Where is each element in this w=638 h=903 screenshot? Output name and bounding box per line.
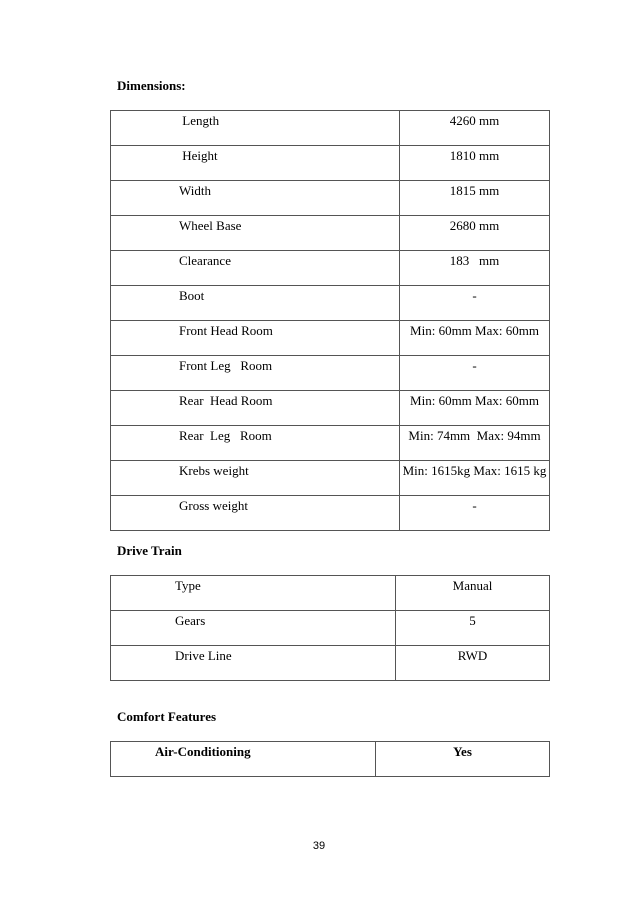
spec-label: Width	[111, 181, 400, 216]
spec-value: -	[400, 496, 550, 531]
table-row	[111, 391, 550, 426]
spec-label: Krebs weight	[111, 461, 400, 496]
spec-label: Front Head Room	[111, 321, 400, 356]
spec-value: Min: 60mm Max: 60mm	[400, 321, 550, 356]
table-row	[111, 496, 550, 531]
table-row	[111, 461, 550, 496]
page-number: 39	[312, 840, 326, 852]
spec-label: Drive Line	[111, 646, 396, 681]
spec-value: RWD	[396, 646, 550, 681]
spec-value: Min: 60mm Max: 60mm	[400, 391, 550, 426]
table-row	[111, 576, 550, 611]
spec-label: Type	[111, 576, 396, 611]
spec-label: Length	[111, 111, 400, 146]
spec-value: 183 mm	[400, 251, 550, 286]
spec-label: Clearance	[111, 251, 400, 286]
table-row	[111, 646, 550, 681]
table-row	[111, 251, 550, 286]
dimensions-table	[110, 110, 550, 531]
spec-label: Front Leg Room	[111, 356, 400, 391]
table-row	[111, 181, 550, 216]
spec-label: Wheel Base	[111, 216, 400, 251]
spec-value: 5	[396, 611, 550, 646]
drive-train-table-body	[111, 576, 550, 681]
spec-value: Min: 74mm Max: 94mm	[400, 426, 550, 461]
drive-train-heading: Drive Train	[117, 543, 182, 558]
table-row	[111, 356, 550, 391]
spec-label: Air-Conditioning	[111, 742, 376, 777]
table-row	[111, 742, 550, 777]
table-row	[111, 146, 550, 181]
spec-value: 4260 mm	[400, 111, 550, 146]
comfort-features-table-body	[111, 742, 550, 777]
spec-value: Min: 1615kg Max: 1615 kg	[400, 461, 550, 496]
dimensions-heading: Dimensions:	[117, 78, 186, 93]
table-row	[111, 611, 550, 646]
drive-train-table	[110, 575, 550, 681]
spec-label: Gears	[111, 611, 396, 646]
spec-value: -	[400, 286, 550, 321]
spec-value: Manual	[396, 576, 550, 611]
comfort-features-heading: Comfort Features	[117, 709, 217, 724]
table-row	[111, 321, 550, 356]
spec-label: Boot	[111, 286, 400, 321]
table-row	[111, 426, 550, 461]
dimensions-table-body	[111, 111, 550, 531]
spec-value: Yes	[376, 742, 550, 777]
spec-label: Rear Leg Room	[111, 426, 400, 461]
spec-label: Height	[111, 146, 400, 181]
spec-label: Gross weight	[111, 496, 400, 531]
spec-value: 1815 mm	[400, 181, 550, 216]
table-row	[111, 286, 550, 321]
spec-value: 1810 mm	[400, 146, 550, 181]
spec-value: -	[400, 356, 550, 391]
table-row	[111, 111, 550, 146]
comfort-features-table	[110, 741, 550, 777]
spec-label: Rear Head Room	[111, 391, 400, 426]
table-row	[111, 216, 550, 251]
spec-value: 2680 mm	[400, 216, 550, 251]
